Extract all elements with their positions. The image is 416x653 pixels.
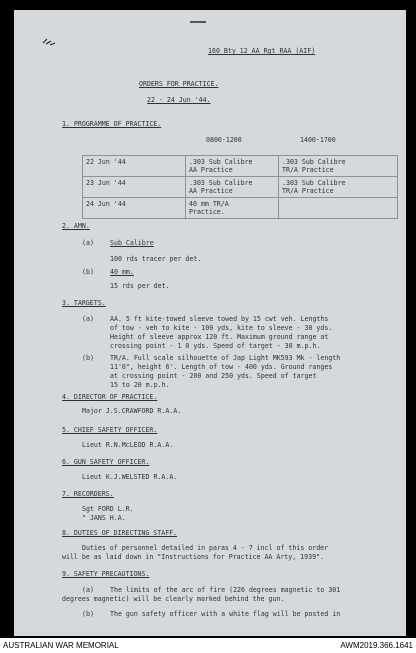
targets-b-line: 15 to 20 m.p.h. (110, 381, 170, 389)
duties-line: Duties of personnel detailed in paras 4 - 7 incl of this order (82, 544, 329, 552)
recorder-name: Sgt FORD L.R. (82, 505, 134, 513)
safety-a-label: (a) (82, 586, 94, 594)
targets-a-label: (a) (82, 315, 94, 323)
targets-a-line: AA. 5 ft kite-towed sleeve towed by 15 cwt veh. Lengths (110, 315, 329, 323)
section-heading-amn: 2. AMN. (62, 222, 90, 230)
targets-b-label: (b) (82, 354, 94, 362)
targets-b-line: 11'0", height 6'. Length of tow - 400 yds. Ground ranges (110, 363, 333, 371)
document-body (14, 10, 406, 636)
director-name: Major J.S.CRAWFORD R.A.A. (82, 407, 182, 415)
hole-punch-mark (42, 38, 56, 46)
targets-a-line: of tow - veh to kite - 100 yds, kite to sleeve - 30 yds. (110, 324, 333, 332)
table-row (83, 198, 398, 219)
safety-a-line: degrees magnetic) will be clearly marked behind the gun. (62, 595, 285, 603)
amn-b-text: 15 rds per det. (110, 282, 170, 290)
safety-a-line: The limits of the arc of fire (226 degrees magnetic to 301 (110, 586, 341, 594)
footer-record-id: AWM2019.366.1641 (340, 641, 413, 650)
page-title: ORDERS FOR PRACTICE. (139, 80, 219, 88)
footer-institution: AUSTRALIAN WAR MEMORIAL (3, 641, 119, 650)
section-heading-targets: 3. TARGETS. (62, 299, 106, 307)
targets-a-line: crossing point - 1 0 yds. Speed of target - 30 m.p.h. (110, 342, 321, 350)
amn-a-label: (a) (82, 239, 94, 247)
duties-line: will be as laid down in "Instructions for Practice AA Arty, 1939". (62, 553, 325, 561)
time-header-am: 0800-1200 (206, 136, 242, 144)
table-cell-am: .303 Sub Calibre AA Practice (186, 156, 279, 177)
time-header-pm: 1400-1700 (300, 136, 336, 144)
section-heading-programme: 1. PROGRAMME OF PRACTICE. (62, 120, 162, 128)
table-cell-pm: .303 Sub Calibre TR/A Practice (279, 156, 398, 177)
chief-safety-name: Lieut R.N.McLEOD R.A.A. (82, 441, 174, 449)
orders-dates: 22 - 24 Jun '44. (147, 96, 211, 104)
archive-footer (0, 638, 416, 653)
section-heading-director: 4. DIRECTOR OF PRACTICE. (62, 393, 158, 401)
amn-b-heading: 40 mm. (110, 268, 134, 276)
table-row (83, 177, 398, 198)
gun-safety-name: Lieut K.J.WELSTED R.A.A. (82, 473, 178, 481)
unit-header: 160 Bty 12 AA Rgt RAA (AIF) (208, 47, 316, 55)
safety-b-line: The gun safety officer with a white flag will be posted in (110, 610, 341, 618)
section-heading-chief-safety: 5. CHIEF SAFETY OFFICER. (62, 426, 158, 434)
programme-table (82, 155, 398, 219)
section-heading-gun-safety: 6. GUN SAFETY OFFICER. (62, 458, 150, 466)
section-heading-safety: 9. SAFETY PRECAUTIONS. (62, 570, 150, 578)
table-cell-date: 22 Jun '44 (83, 156, 186, 177)
targets-b-line: at crossing point - 200 and 250 yds. Speed of target (110, 372, 317, 380)
table-cell-date: 23 Jun '44 (83, 177, 186, 198)
section-heading-recorders: 7. RECORDERS. (62, 490, 114, 498)
document-page (14, 10, 406, 636)
table-cell-pm (279, 198, 398, 219)
table-cell-date: 24 Jun '44 (83, 198, 186, 219)
amn-a-text: 100 rds tracer per det. (110, 255, 202, 263)
section-heading-duties: 8. DUTIES OF DIRECTING STAFF. (62, 529, 178, 537)
amn-b-label: (b) (82, 268, 94, 276)
targets-a-line: Height of sleeve approx 120 ft. Maximum ground range at (110, 333, 329, 341)
table-cell-am: .303 Sub Calibre AA Practice (186, 177, 279, 198)
table-cell-pm: .303 Sub Calibre TR/A Practice (279, 177, 398, 198)
recorder-name: " JANS H.A. (82, 514, 126, 522)
safety-b-label: (b) (82, 610, 94, 618)
table-cell-am: 40 mm TR/A Practice. (186, 198, 279, 219)
table-row (83, 156, 398, 177)
amn-a-heading: Sub Calibre (110, 239, 154, 247)
targets-b-line: TR/A. Full scale silhouette of Jap Light MK593 Mk - length (110, 354, 341, 362)
page-mark (190, 21, 206, 23)
